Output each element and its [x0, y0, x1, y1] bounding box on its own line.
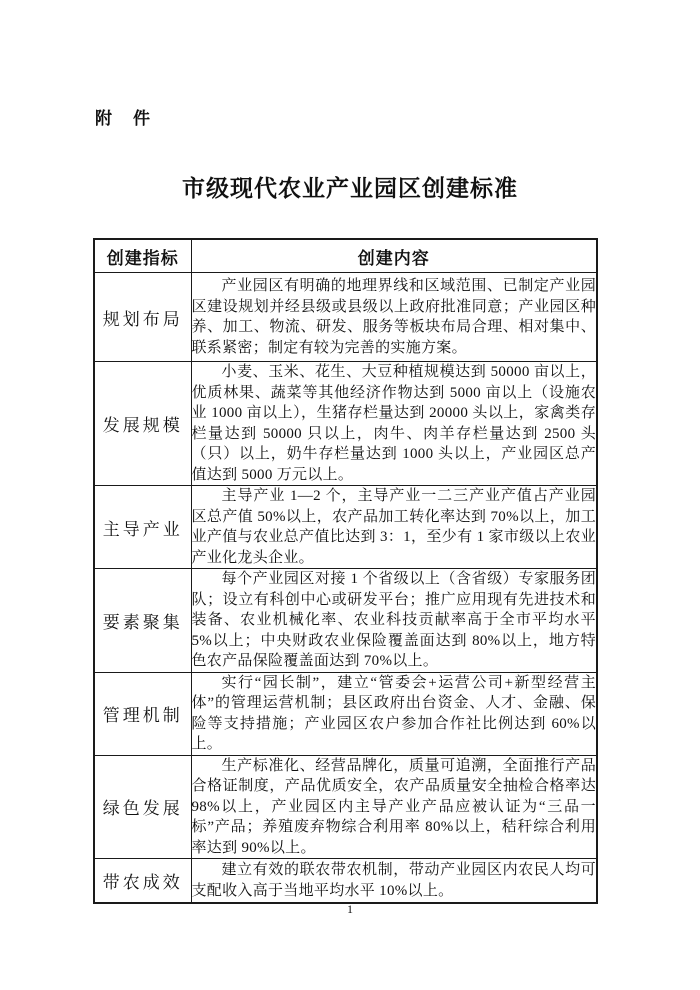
indicator-cell: 管理机制: [94, 672, 191, 755]
attachment-label: 附 件: [95, 109, 152, 128]
content-cell: [191, 486, 597, 569]
content-cell: [191, 859, 597, 904]
document-title: 市级现代农业产业园区创建标准: [182, 176, 518, 201]
content-text: 产业园区有明确的地理界线和区域范围、已制定产业园区建设规划并经县级或县级以上政府批准同意；产业园区种养、加工、物流、研发、服务等板块布局合理、相对集中、联系紧密；制定有较为完善的实施方案。: [191, 278, 596, 356]
indicator-cell: 带农成效: [94, 859, 191, 904]
content-cell: [191, 569, 597, 673]
indicator-cell: 发展规模: [94, 362, 191, 486]
page-number: 1: [347, 902, 353, 916]
table-row: [94, 273, 597, 362]
table-row: [94, 755, 597, 859]
table-row: [94, 362, 597, 486]
indicator-cell: 规划布局: [94, 273, 191, 362]
table-header-indicator: 创建指标: [94, 239, 191, 273]
criteria-table: [93, 238, 598, 904]
content-text: 建立有效的联农带农机制，带动产业园区内农民人均可支配收入高于当地平均水平 10%以上。: [191, 862, 596, 899]
table-row: [94, 486, 597, 569]
table-header-row: [94, 239, 597, 273]
indicator-cell: 绿色发展: [94, 755, 191, 859]
table-row: [94, 859, 597, 904]
table-header-content: 创建内容: [191, 239, 597, 273]
content-text: 实行“园长制”，建立“管委会+运营公司+新型经营主体”的管理运营机制；县区政府出台资金、人才、金融、保险等支持措施；产业园区农户参加合作社比例达到 60%以上。: [191, 674, 596, 752]
indicator-cell: 要素聚集: [94, 569, 191, 673]
content-text: 每个产业园区对接 1 个省级以上（含省级）专家服务团队；设立有科创中心或研发平台；推广应用现有先进技术和装备、农业机械化率、农业科技贡献率高于全市平均水平 5%以上；中央财政农业保险覆盖面达到 80%以上，地方特色农产品保险覆盖面达到 70%以上。: [191, 571, 596, 669]
content-cell: [191, 755, 597, 859]
content-text: 小麦、玉米、花生、大豆种植规模达到 50000 亩以上，优质林果、蔬菜等其他经济作物达到 5000 亩以上（设施农业 1000 亩以上），生猪存栏量达到 20000 头以上，家禽类存栏量达到 50000 只以上，肉牛、肉羊存栏量达到 2500 头（只）以上，奶牛存栏量达到 1000 头以上，产业园区总产值达到 5000 万元以上。: [191, 364, 596, 483]
content-text: 主导产业 1—2 个，主导产业一二三产业产值占产业园区总产值 50%以上，农产品加工转化率达到 70%以上，加工业产值与农业总产值比达到 3：1，至少有 1 家市级以上农业产业化龙头企业。: [191, 488, 596, 566]
content-text: 生产标准化、经营品牌化，质量可追溯，全面推行产品合格证制度，产品优质安全，农产品质量安全抽检合格率达 98%以上，产业园区内主导产业产品应被认证为“三品一标”产品；养殖废弃物综合利用率 80%以上，秸秆综合利用率达到 90%以上。: [191, 757, 596, 856]
table-row: [94, 569, 597, 673]
indicator-cell: 主导产业: [94, 486, 191, 569]
table-row: [94, 672, 597, 755]
content-cell: [191, 672, 597, 755]
content-cell: [191, 273, 597, 362]
content-cell: [191, 362, 597, 486]
